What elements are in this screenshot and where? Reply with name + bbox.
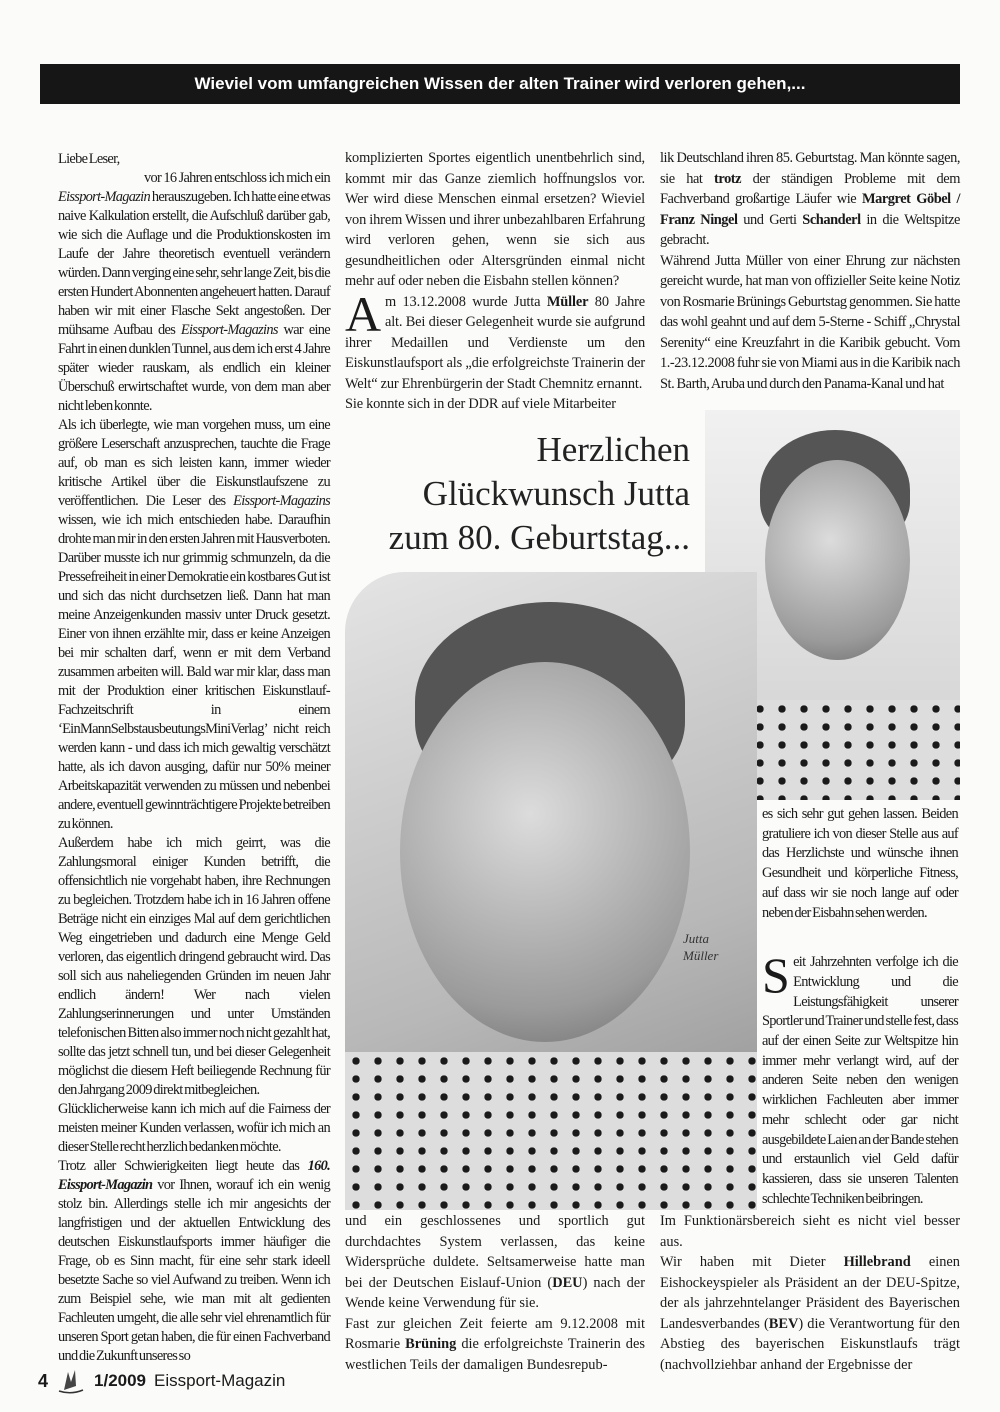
body-text: der ständigen Probleme mit dem Fachverband großartige Läufer wie [660, 170, 960, 207]
body-text: war eine Fahrt in einen dunklen Tunnel, aus dem ich erst 4 Jahre später wieder rauskam, als endlich ein kleiner Überschuß erwirtschaftet wurde, von dem man aber nicht leben konnte. [58, 322, 330, 414]
body-text: komplizierten Sportes eigentlich unentbehrlich sind, kommt mir das Ganze ziemlich hoffnungslos vor. Wer wird diese Menschen einmal ersetzen? Wieviel von ihrem Wissen und ihrer unbezahlbaren Erfahrung wird verloren gehen, wenn sie sich aus gesundheitlichen oder Altersgründen einmal nicht mehr auf oder neben die Eisbahn stellen können? [345, 150, 645, 289]
body-text: herauszugeben. Ich hatte eine etwas naive Kalkulation erstellt, die Aufschluß darüber gab, wie sich die Auflage und die Produktionskosten im Laufe der Jahre theoretisch eventuell verändern würden. Dann verging eine sehr, sehr lange Zeit, bis die ersten Hundert Abonnenten angeheuert hatten. Darauf haben wir mit einer Flasche Sekt angestoßen. Der mühsame Aufbau des [58, 189, 330, 338]
body-text: vor 16 Jahren entschloss ich mich ein [144, 170, 330, 186]
paragraph [58, 834, 330, 1100]
body-text: Sie konnte sich in der DDR auf viele Mitarbeiter [345, 396, 616, 412]
body-text: und Gerti [737, 211, 803, 228]
page-number: 4 [38, 1370, 49, 1391]
paragraph [345, 285, 645, 395]
magazine-name: Eissport-Magazin [154, 1371, 286, 1390]
body-text: Im Funktionärsbereich sieht es nicht viel besser aus. [660, 1213, 960, 1250]
body-text: Liebe Leser, [58, 151, 120, 167]
body-text: ) die Verantwortung für den Abstieg des bayerischen Eiskunstlaufs trägt (nachvollziehbar anhand der Ergebnisse der [660, 1315, 960, 1373]
body-text: 80 Jahre alt. Bei dieser Gelegenheit wurde sie aufgrund ihrer Medaillen und Verdienste um den Eiskunstlaufsport als „die erfolgreichste Trainerin der Welt“ zur Ehrenbürgerin der Stadt Chemnitz ernannt. [345, 293, 645, 392]
body-text: einen Eishockeyspieler als Präsident an der DEU-Spitze, der als jahrzehntelanger Präsident des Bayerischen Landesverbandes ( [660, 1254, 960, 1332]
body-text: es sich sehr gut gehen lassen. Beiden gratuliere ich von dieser Stelle aus auf das Herzlichste und wünsche ihnen Gesundheit und körperliche Fitness, auf dass wir sie noch lange auf oder neben der Eisbahn sehen werden. [762, 806, 958, 921]
paragraph [58, 169, 330, 416]
text-column-1 [58, 150, 330, 1366]
body-text: Wir haben mit Dieter [660, 1254, 844, 1270]
emphasis-text: Margret Göbel / Franz Ningel [660, 191, 960, 228]
emphasis-text: DEU [552, 1274, 583, 1291]
paragraph [345, 394, 645, 415]
body-text: in die Weltspitze gebracht. [660, 211, 960, 248]
emphasis-text: 160. Eissport-Magazin [58, 1158, 330, 1193]
page-footer [38, 1368, 285, 1394]
body-text: Als ich überlegte, wie man vorgehen muss, um eine größere Leserschaft anzusprechen, tauchte die Frage auf, ob man es sich leisten kann, immer wieder kritische Artikel über die Eiskunstlaufszene zu veröffentlichen. Die Leser des [58, 417, 330, 509]
paragraph [58, 1100, 330, 1157]
body-text: Während Jutta Müller von einer Ehrung zur nächsten gereicht wurde, hat man von offizieller Seite keine Notiz von Rosmarie Brünings Geburtstag genommen. Sie hatte das wohl geahnt und auf dem 5-Sterne - Schiff „Chrystal Serenity“ eine Kreuzfahrt in die Karibik gebucht. Vom 1.-23.12.2008 fuhr sie von Miami aus in die Karibik nach St. Barth, Aruba und durch den Panama-Kanal und hat [660, 252, 960, 392]
paragraph [345, 148, 645, 292]
paragraph [660, 148, 960, 251]
emphasis-text: Schanderl [802, 211, 861, 228]
emphasis-text: Müller [546, 293, 589, 310]
paragraph [345, 1211, 645, 1314]
photo-portrait-large [345, 572, 757, 1210]
body-text: eit Jahrzehnten verfolge ich die Entwicklung und die Leistungsfähigkeit unserer Sportler und Trainer und stelle fest, dass auf der einen Seite zur Weltspitze hin immer mehr verlangt wird, auf der anderen Seite neben den wenigen wirklichen Fachleuten aber immer mehr schlecht oder gar nicht ausgebildete Laien an der Bande stehen und erstaunlich viel Geld dafür kassieren, dass sie unseren Talenten schlechte Techniken beibringen. [762, 954, 958, 1207]
birthday-headline [340, 428, 690, 560]
magazine-logo-icon [56, 1368, 86, 1394]
caption-line: Müller [683, 948, 719, 963]
paragraph [660, 251, 960, 395]
body-text: Fast zur gleichen Zeit feierte am 9.12.2008 mit Rosmarie [345, 1315, 645, 1352]
emphasis-text: Hillebrand [843, 1254, 911, 1270]
body-text: vor Ihnen, worauf ich ein wenig stolz bin. Allerdings stelle ich mir angesichts der langfristigen und der aktuellen Entwicklung des deutschen Eiskunstlaufsports immer häufiger die Frage, ob es Sinn macht, für eine sehr stark ideell besetzte Sache so viel Aufwand zu treiben. Wenn ich zum Beispiel sehe, wie man mit alt gedienten Fachleuten umgeht, die alle sehr viel ehrenamtlich für unseren Sport getan haben, die für einen Fachverband und die Zukunft unseres so [58, 1177, 330, 1364]
body-text: wissen, wie ich mich entschieden habe. Daraufhin drohte man mir in den ersten Jahren mit Hausverboten. Darüber musste ich nur grimmig schmunzeln, da die Pressefreiheit in einer Demokratie ein kostbares Gut ist und sich das nicht durchsetzen ließ. Dann hat man meine Anzeigenkunden massiv unter Druck gesetzt. Einer von ihnen erzählte mir, dass er keine Anzeigen bei mir schalten darf, wenn er mit dem Verband zusammen arbeiten will. Bald war mir klar, dass man mit der Produktion einer kritischen Eiskunstlauf-Fachzeitschrift in einem ‘EinMannSelbstausbeutungsMiniVerlag’ nicht reich werden kann - und dass ich mich gewaltig verschätzt hatte, als ich davon ausging, dafür nur 50% meiner Arbeitskapazität verwenden zu müssen und nebenbei andere, eventuell gewinnträchtigere Projekte betreiben zu können. [58, 512, 330, 832]
headline-line: Herzlichen [536, 430, 690, 469]
paragraph [762, 947, 958, 1209]
emphasis-text: BEV [768, 1315, 799, 1332]
text-column-2-bottom [345, 1211, 645, 1375]
emphasis-text: Eissport-Magazins [233, 493, 330, 509]
photo-leopard-blouse [345, 1052, 757, 1210]
paragraph [58, 150, 330, 169]
body-text: Außerdem habe ich mich geirrt, was die Zahlungsmoral einiger Kunden betrifft, die offensichtlich nie vorgehabt haben, ihre Rechnungen zu begleichen. Trotzdem habe ich in 16 Jahren offene Beträge nicht ein einziges Mal auf dem gerichtlichen Weg eingetrieben und dadurch eine Menge Geld verloren, das eigentlich dringend gebraucht wird. Das soll sich aus naheliegenden Gründen im neuen Jahr endlich ändern! Wer nach vielen Zahlungserinnerungen und unter Umständen telefonischen Bitten also immer noch nicht gezahlt hat, sollte das jetzt schnell tun, und bei dieser Gelegenheit möglichst die diesem Heft beiliegende Rechnung für den Jahrgang 2009 direkt mitbegleichen. [58, 835, 330, 1098]
emphasis-text: Brüning [405, 1336, 457, 1352]
article-header-title: Wieviel vom umfangreichen Wissen der alten Trainer wird verloren gehen,... [194, 74, 806, 93]
article-header-bar [40, 64, 960, 104]
photo-face [765, 460, 910, 660]
caption-line: Jutta [683, 931, 709, 946]
text-column-3-middle [762, 805, 958, 1209]
text-column-3-bottom [660, 1211, 960, 1375]
paragraph [660, 1252, 960, 1375]
body-text: ) nach der Wende keine Verwendung für sie. [345, 1274, 645, 1311]
body-text: Glücklicherweise kann ich mich auf die Fairness der meisten meiner Kunden verlassen, wofür ich mich an dieser Stelle recht herzlich bedanken möchte. [58, 1101, 330, 1155]
emphasis-text: trotz [714, 170, 742, 187]
body-text: m 13.12.2008 wurde Jutta [384, 293, 547, 310]
paragraph [660, 1211, 960, 1252]
text-column-3-top [660, 148, 960, 394]
body-text: Trotz aller Schwierigkeiten liegt heute das [58, 1158, 308, 1174]
body-text: und ein geschlossenes und sportlich gut durchdachtes System verlassen, das keine Widersprüche duldete. Seltsamerweise hatte man bei der Deutschen Eislauf-Union ( [345, 1213, 645, 1291]
paragraph [762, 805, 958, 923]
issue-number: 1/2009 [94, 1371, 147, 1390]
photo-caption [683, 930, 718, 964]
photo-face [400, 662, 690, 1042]
headline-line: Glückwunsch Jutta [422, 474, 690, 513]
paragraph [58, 416, 330, 834]
drop-cap: A [345, 285, 381, 342]
paragraph [345, 1314, 645, 1376]
headline-line: zum 80. Geburtstag... [388, 518, 690, 557]
drop-cap: S [762, 947, 790, 1004]
emphasis-text: Eissport-Magazins [180, 322, 278, 338]
paragraph [58, 1157, 330, 1366]
emphasis-text: Eissport-Magazin [58, 189, 150, 205]
body-text: lik Deutschland ihren 85. Geburtstag. Man könnte sagen, sie hat [660, 150, 960, 187]
body-text: die erfolgreichste Trainerin des westlichen Teils der damaligen Bundesrepub- [345, 1336, 645, 1373]
text-column-2-top [345, 148, 645, 415]
